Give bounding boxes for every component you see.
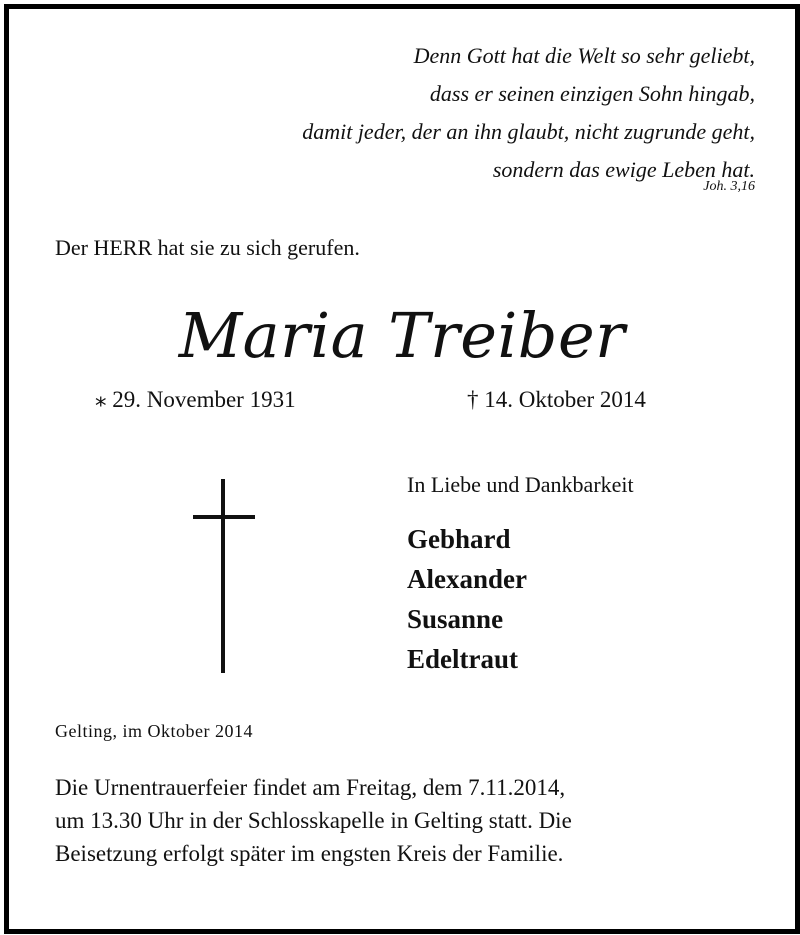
called-home-line: Der HERR hat sie zu sich gerufen.: [55, 235, 360, 260]
verse-line: Denn Gott hat die Welt so sehr geliebt,: [413, 43, 755, 68]
place-date-line: Gelting, im Oktober 2014: [55, 721, 253, 741]
birth-date: ⁎ 29. November 1931: [95, 387, 296, 412]
verse-line: damit jeder, der an ihn glaubt, nicht zugrunde geht,: [302, 119, 755, 144]
notice-line: Beisetzung erfolgt später im engsten Kreis der Familie.: [55, 841, 564, 866]
cross-icon: [193, 479, 255, 673]
deceased-name: Maria Treiber: [178, 299, 626, 372]
notice-line: Die Urnentrauerfeier findet am Freitag, dem 7.11.2014,: [55, 775, 566, 800]
mourner-name: Gebhard: [407, 524, 511, 554]
notice-line: um 13.30 Uhr in der Schlosskapelle in Gelting statt. Die: [55, 808, 572, 833]
funeral-notice: [55, 771, 775, 870]
verse-line: sondern das ewige Leben hat.: [492, 157, 755, 182]
cross-vertical-bar: [221, 479, 225, 673]
love-gratitude-line: In Liebe und Dankbarkeit: [407, 472, 634, 497]
mourners-list: [407, 519, 527, 679]
mourner-name: Edeltraut: [407, 644, 518, 674]
mourner-name: Alexander: [407, 564, 527, 594]
verse-line: dass er seinen einzigen Sohn hingab,: [429, 81, 755, 106]
bible-verse: [95, 37, 755, 189]
death-date: † 14. Oktober 2014: [467, 387, 646, 412]
mourner-name: Susanne: [407, 604, 504, 634]
cross-horizontal-bar: [193, 515, 255, 519]
obituary-frame: [4, 4, 800, 934]
verse-reference: Joh. 3,16: [703, 179, 755, 194]
